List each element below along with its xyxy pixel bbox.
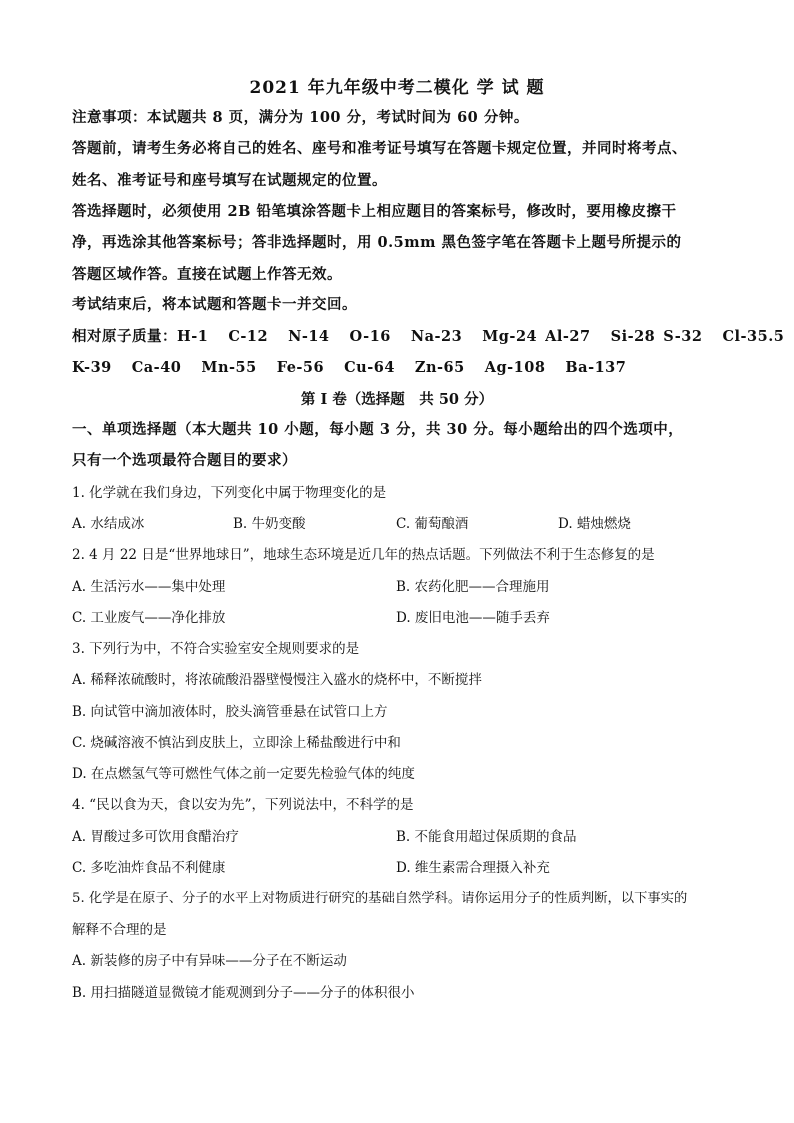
notes-line-5: 净，再选涂其他答案标号；答非选择题时，用 0.5mm 黑色签字笔在答题卡上题号所提示的: [72, 234, 682, 251]
atomic-mass-row-1: [72, 328, 784, 346]
atomic-mass-item: S-32: [663, 328, 703, 345]
q5-option-a[interactable]: A. 新装修的房子中有异味——分子在不断运动: [72, 953, 347, 969]
notes-line-2: 答题前，请考生务必将自己的姓名、座号和准考证号填写在答题卡规定位置，并同时将考点、: [72, 140, 687, 157]
atomic-mass-item: Mg-24: [482, 328, 538, 345]
q4-option-b[interactable]: B. 不能食用超过保质期的食品: [396, 829, 577, 845]
q2-option-b[interactable]: B. 农药化肥——合理施用: [396, 579, 550, 595]
atomic-mass-item: Cu-64: [344, 359, 395, 376]
q1-option-b[interactable]: B. 牛奶变酸: [233, 516, 306, 532]
notes-line-6: 答题区域作答。直接在试题上作答无效。: [72, 266, 342, 283]
atomic-mass-item: C-12: [228, 328, 269, 345]
question-2-stem: 2. 4 月 22 日是“世界地球日”，地球生态环境是近几年的热点话题。下列做法不利于生态修复的是: [72, 547, 655, 563]
q2-option-d[interactable]: D. 废旧电池——随手丢弃: [396, 610, 550, 626]
q4-option-a[interactable]: A. 胃酸过多可饮用食醋治疗: [72, 829, 239, 845]
q3-option-b[interactable]: B. 向试管中滴加液体时，胶头滴管垂悬在试管口上方: [72, 704, 388, 720]
notes-line-4: 答选择题时，必须使用 2B 铅笔填涂答题卡上相应题目的答案标号，修改时，要用橡皮擦干: [72, 203, 677, 220]
atomic-mass-row-2: [72, 359, 646, 377]
q2-option-a[interactable]: A. 生活污水——集中处理: [72, 579, 226, 595]
exam-title: 2021 年九年级中考二模化 学 试 题: [249, 78, 545, 98]
question-1-stem: 1. 化学就在我们身边，下列变化中属于物理变化的是: [72, 485, 387, 501]
question-5-stem-line-1: 5. 化学是在原子、分子的水平上对物质进行研究的基础自然学科。请你运用分子的性质判断，以下事实的: [72, 891, 688, 906]
atomic-mass-item: Al-27: [545, 328, 591, 345]
atomic-mass-item: K-39: [72, 359, 112, 376]
atomic-mass-item: Mn-55: [201, 359, 257, 376]
q1-option-a[interactable]: A. 水结成冰: [72, 516, 145, 532]
q2-option-c[interactable]: C. 工业废气——净化排放: [72, 610, 226, 626]
question-3-stem: 3. 下列行为中，不符合实验室安全规则要求的是: [72, 641, 360, 657]
q3-option-d[interactable]: D. 在点燃氢气等可燃性气体之前一定要先检验气体的纯度: [72, 766, 415, 782]
q1-option-d[interactable]: D. 蜡烛燃烧: [558, 516, 631, 532]
question-5-stem-line-2: 解释不合理的是: [72, 922, 167, 938]
atomic-mass-item: Zn-65: [414, 359, 465, 376]
atomic-mass-item: Ag-108: [484, 359, 546, 376]
notes-line-1: 注意事项：本试题共 8 页，满分为 100 分，考试时间为 60 分钟。: [72, 109, 529, 126]
part-heading-line-1: 一、单项选择题（本大题共 10 小题，每小题 3 分，共 30 分。每小题给出的四个选项中，: [72, 421, 684, 438]
q3-option-a[interactable]: A. 稀释浓硫酸时，将浓硫酸沿器壁慢慢注入盛水的烧杯中，不断搅拌: [72, 672, 482, 688]
notes-line-7: 考试结束后，将本试题和答题卡一并交回。: [72, 296, 357, 313]
atomic-mass-label: 相对原子质量：: [72, 328, 177, 345]
atomic-mass-item: N-14: [288, 328, 330, 345]
atomic-mass-item: O-16: [349, 328, 391, 345]
section-heading: 第 I 卷（选择题 共 50 分）: [300, 391, 494, 408]
q4-option-d[interactable]: D. 维生素需合理摄入补充: [396, 860, 550, 876]
q5-option-b[interactable]: B. 用扫描隧道显微镜才能观测到分子——分子的体积很小: [72, 985, 415, 1001]
atomic-mass-item: Cl-35.5: [722, 328, 785, 345]
q3-option-c[interactable]: C. 烧碱溶液不慎沾到皮肤上，立即涂上稀盐酸进行中和: [72, 735, 401, 751]
atomic-mass-item: Si-28: [610, 328, 656, 345]
atomic-mass-item: Fe-56: [276, 359, 325, 376]
atomic-mass-item: Na-23: [410, 328, 463, 345]
notes-line-3: 姓名、准考证号和座号填写在试题规定的位置。: [72, 172, 387, 189]
atomic-mass-item: H-1: [177, 328, 209, 345]
q1-option-c[interactable]: C. 葡萄酿酒: [396, 516, 469, 532]
question-4-stem: 4. “民以食为天，食以安为先”，下列说法中，不科学的是: [72, 797, 414, 813]
part-heading-line-2: 只有一个选项最符合题目的要求）: [72, 452, 297, 469]
q4-option-c[interactable]: C. 多吃油炸食品不利健康: [72, 860, 226, 876]
atomic-mass-item: Ca-40: [131, 359, 182, 376]
atomic-mass-item: Ba-137: [565, 359, 627, 376]
